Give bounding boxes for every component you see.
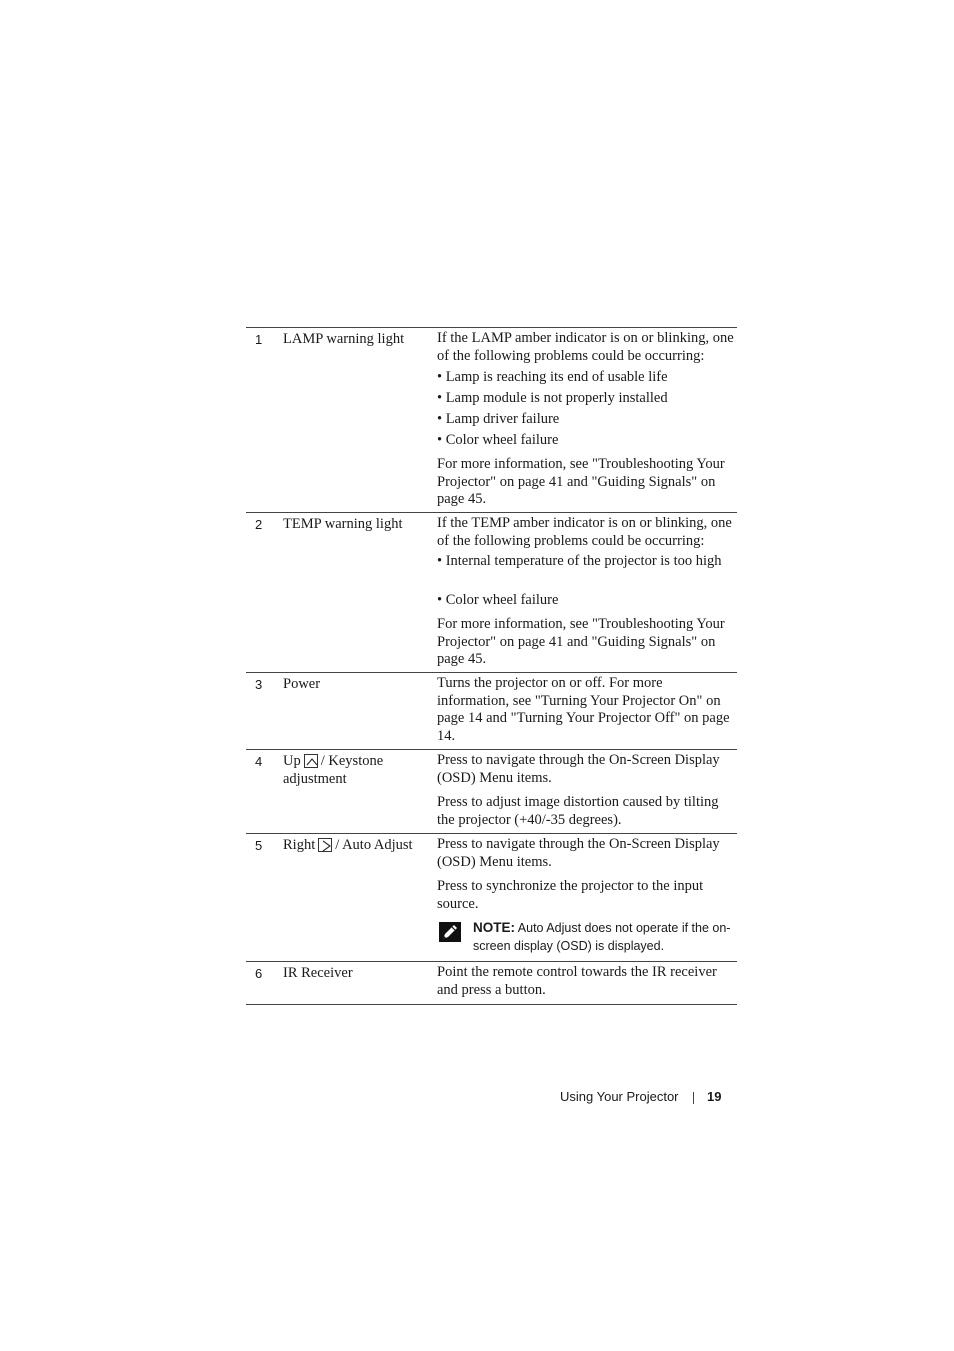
row-number: 3 [255,677,263,692]
row-item-name: Right / Auto Adjust [283,837,413,853]
row-item-name: Up / Keystone adjustment [283,753,384,787]
row-number: 4 [255,754,263,769]
description-text: Turns the projector on or off. For more information, see "Turning Your Projector On" on page 14 and "Turning Your Projector Off" on page 14. [437,675,730,744]
row-number: 1 [255,332,263,347]
table-row [246,513,737,673]
row-item-name: LAMP warning light [283,331,405,347]
row-number: 2 [255,517,263,532]
table-row [246,328,737,513]
list-item: • Lamp driver failure [437,411,560,427]
row-number: 5 [255,838,263,853]
description-intro: If the LAMP amber indicator is on or blinking, one of the following problems could be occurring: [437,330,734,364]
up-chevron-icon [304,754,318,768]
table-row [246,834,737,962]
row-item-name: TEMP warning light [283,516,403,532]
list-item: • Lamp module is not properly installed [437,390,668,406]
page-footer [560,1089,722,1104]
description-text: Point the remote control towards the IR receiver and press a button. [437,964,717,998]
note-text: NOTE: Auto Adjust does not operate if the on-screen display (OSD) is displayed. [473,920,731,953]
footer-section-title: Using Your Projector [560,1089,679,1104]
table-row [246,750,737,834]
description-more-info: For more information, see "Troubleshooting Your Projector" on page 41 and "Guiding Signals" on page 45. [437,616,725,667]
footer-divider [693,1092,694,1104]
right-chevron-icon [318,838,332,852]
list-item: • Color wheel failure [437,432,559,448]
description-more-info: For more information, see "Troubleshooting Your Projector" on page 41 and "Guiding Signals" on page 45. [437,456,725,507]
list-item: • Internal temperature of the projector is too high [437,553,722,569]
description-text: Press to navigate through the On-Screen Display (OSD) Menu items. [437,836,720,870]
row-item-name: Power [283,676,321,692]
table-row [246,962,737,1005]
row-number: 6 [255,966,263,981]
description-text: Press to adjust image distortion caused by tilting the projector (+40/-35 degrees). [437,794,719,828]
page-number: 19 [707,1089,722,1104]
list-item: • Lamp is reaching its end of usable life [437,369,668,385]
description-intro: If the TEMP amber indicator is on or blinking, one of the following problems could be occurring: [437,515,732,549]
indicator-table [246,327,737,1005]
table-row [246,673,737,750]
list-item: • Color wheel failure [437,592,559,608]
row-item-name: IR Receiver [283,965,353,981]
description-text: Press to synchronize the projector to the input source. [437,878,704,912]
description-text: Press to navigate through the On-Screen Display (OSD) Menu items. [437,752,720,786]
note-pencil-icon [439,922,461,942]
